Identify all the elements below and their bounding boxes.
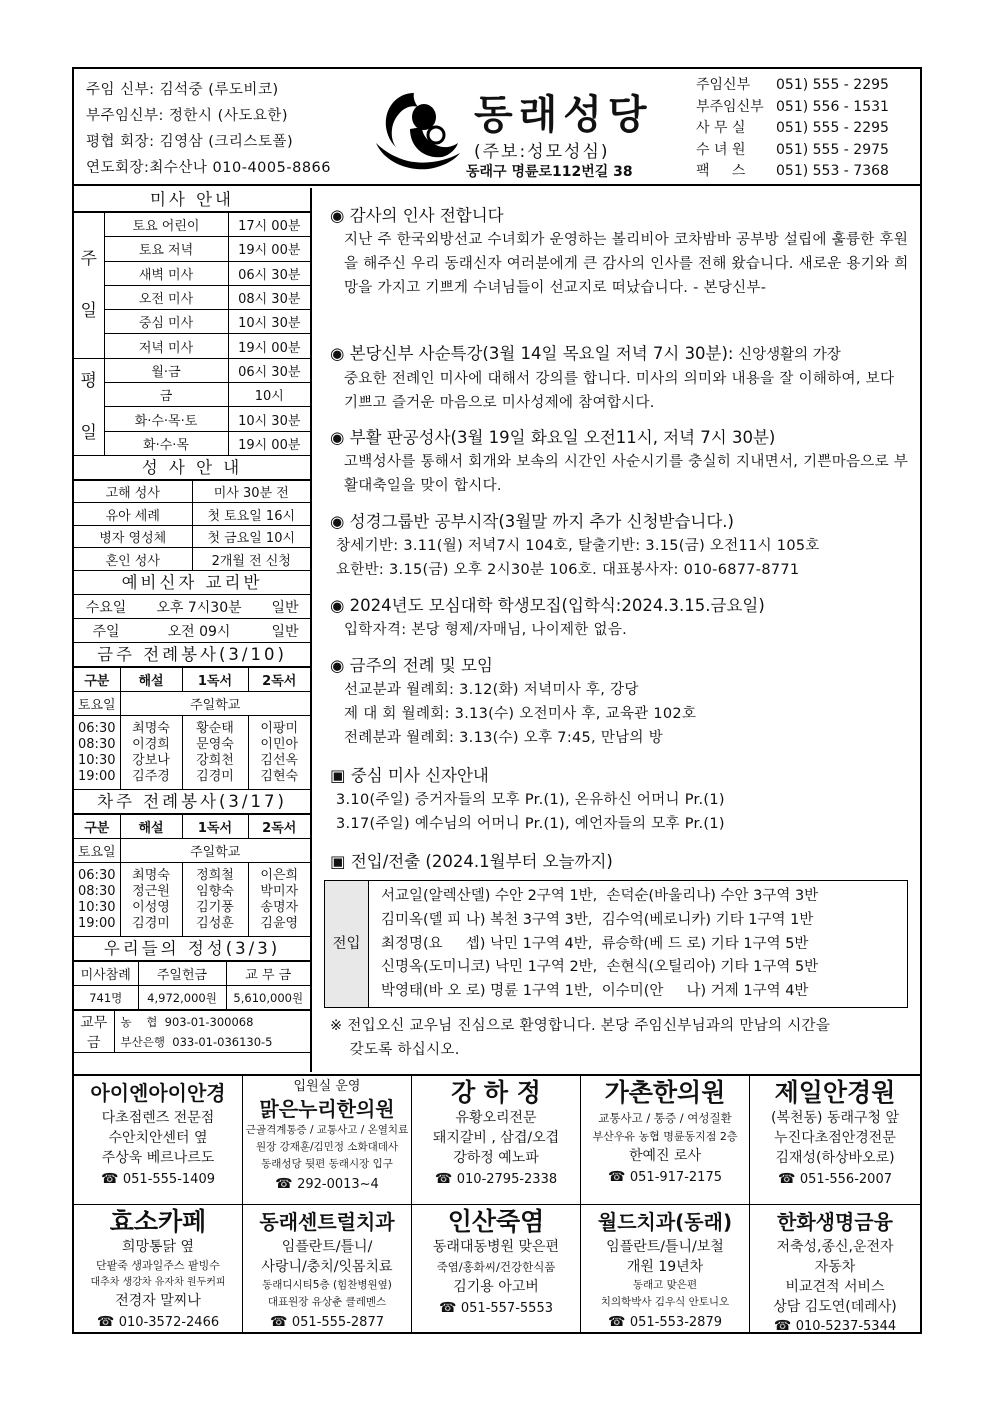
parish-name: 동래성당 xyxy=(474,92,653,138)
service-next-table: 구분 해설 1독서 2독서 토요일 주일학교 06:30 08:30 10:30 19:00 최명숙 정근원 이성영 김경미 정희철 임향숙 김기풍 김성훈 이은희 박미자 송명자 김윤영 xyxy=(74,814,310,937)
service-next-title: 차주 전례봉사(3/17) xyxy=(74,790,310,814)
notice-confession: ◉ 부활 판공성사(3월 19일 화요일 오전11시, 저녁 7시 30분) 고백성사를 통해서 회개와 보속의 시간인 사순시기를 충실히 지내면서, 기쁜마음으로 부활대축일을 맞이 합시다. xyxy=(330,428,909,494)
notice-transfers: ▣ 전입/전출 (2024.1월부터 오늘까지) xyxy=(330,852,613,871)
ad-item: 제일안경원 (복천동) 동래구청 앞 누진다초점안경전문 김재성(하상바오로) ☎ 051-556-2007 xyxy=(750,1076,920,1205)
masthead xyxy=(366,79,696,179)
notice-bible-group: ◉ 성경그룹반 공부시작(3월말 까지 추가 신청받습니다.) 창세기반: 3.11(월) 저녁7시 104호, 탈출기반: 3.15(금) 오전11시 105호 요한반: 3.15(금) 오후 2시30분 106호. 대표봉사자: 010-6877-8771 xyxy=(330,512,820,578)
staff-yeondo: 연도회장:최수산나 010-4005-8866 xyxy=(86,160,331,176)
phone-icon: ☎ xyxy=(773,1318,796,1334)
transfer-list: 서교일(알렉산델) 수안 2구역 1반, 손덕순(바울리나) 수안 3구역 3반 김미옥(델 피 나) 복천 3구역 3반, 김수억(베로니카) 기타 1구역 1반 최정명(요 셉) 낙민 1구역 4반, 류승학(베 드 로) 기타 1구역 5반 신명옥(도미니코) 낙민 1구역 2반, 손현식(오틸리아) 기타 1구역 5반 박영태(바 오 로) 명륜 1구역 1반, 이수미(안 나) 거제 1구역 4반 xyxy=(381,888,819,1000)
contact-list xyxy=(696,75,920,183)
ad-item: 강 하 정 유황오리전문 돼지갈비 , 삼겹/오겹 강하정 예노파 ☎ 010-2795-2338 xyxy=(412,1076,581,1205)
bulletin-frame xyxy=(72,67,922,1334)
phone-icon: ☎ xyxy=(608,1169,630,1185)
service-this-title: 금주 전례봉사(3/10) xyxy=(74,643,310,667)
phone-icon: ☎ xyxy=(608,1314,630,1330)
contact-row: 팩 스 051) 553 - 7368 xyxy=(696,163,889,180)
account-busan: 부산은행 033-01-036130-5 xyxy=(120,1034,273,1049)
sacrament-title: 성 사 안 내 xyxy=(74,456,310,480)
ad-item: 아이엔아이안경 다초점렌즈 전문점 수안치안센터 옆 주상욱 베르나르도 ☎ 051-555-1409 xyxy=(74,1076,243,1205)
transfer-box: 전입 서교일(알렉산델) 수안 2구역 1반, 손덕순(바울리나) 수안 3구역 3반 김미옥(델 피 나) 복천 3구역 3반, 김수억(베로니카) 기타 1구역 1반 최정명(요 셉) 낙민 1구역 4반, 류승학(베 드 로) 기타 1구역 5반 신명옥(도미니코) 낙민 1구역 2반, 손현식(오틸리아) 기타 1구역 5반 박영태(바 오 로) 명륜 1구역 1반, 이수미(안 나) 거제 1구역 4반 xyxy=(324,880,908,1008)
header xyxy=(74,69,920,186)
notice-prayer-groups: ▣ 중심 미사 신자안내 3.10(주일) 증거자들의 모후 Pr.(1), 온유하신 어머니 Pr.(1) 3.17(주일) 예수님의 어머니 Pr.(1), 예언자들의 모후 Pr.(1) xyxy=(330,766,725,832)
service-this-table: 구분 해설 1독서 2독서 토요일 주일학교 06:30 08:30 10:30 19:00 최명숙 이경희 강보나 김주경 황순태 문영숙 강희천 김경미 이팡미 이민아 김선옥 김현숙 xyxy=(74,667,310,790)
sacrament-table: 고해 성사 미사 30분 전 유아 세례 첫 토요일 16시 병자 영성체 첫 금요일 10시 혼인 성사 2개월 전 신청 xyxy=(74,480,310,571)
contact-row: 주임신부 051) 555 - 2295 xyxy=(696,77,889,93)
address: 동래구 명륜로112번길 38 xyxy=(466,164,633,180)
ad-item: 가촌한의원 교통사고 / 통증 / 여성질환 부산우유 농협 명륜동지점 2층 한예진 로사 ☎ 051-917-2175 xyxy=(581,1076,750,1205)
contact-row: 부주임신부 051) 556 - 1531 xyxy=(696,98,889,115)
sunday-label: 주 일 xyxy=(74,213,104,359)
weekday-label: 평 일 xyxy=(74,358,104,455)
account-nh: 농 협 903-01-300068 xyxy=(120,1014,254,1029)
notice-column xyxy=(314,188,920,1072)
notice-meetings: ◉ 금주의 전례 및 모임 선교분과 월례회: 3.12(화) 저녁미사 후, 강당 제 대 회 월례회: 3.13(수) 오전미사 후, 교육관 102호 전례분과 월례회: 3.13(수) 오후 7:45, 만남의 방 xyxy=(330,656,697,746)
phone-icon: ☎ xyxy=(101,1171,123,1187)
notice-mosim: ◉ 2024년도 모심대학 학생모집(입학식:2024.3.15.금요일) 입학자격: 본당 형제/자매님, 나이제한 없음. xyxy=(330,596,765,638)
mary-logo-icon xyxy=(366,87,466,173)
account-table: 교무금 농 협 903-01-300068 부산은행 033-01-036130-5 xyxy=(74,1010,310,1053)
staff-list xyxy=(86,77,376,181)
catechumen-title: 예비신자 교리반 xyxy=(74,571,310,595)
staff-council: 평협 회장: 김영삼 (크리스토폴) xyxy=(86,134,294,150)
ad-item: 한화생명금융 저축성,종신,운전자 자동차 비교견적 서비스 상담 김도연(데레사) ☎ 010-5237-5344 xyxy=(773,1210,897,1334)
contact-row: 사 무 실 051) 555 - 2295 xyxy=(696,120,889,137)
patron: (주보:성모성심) xyxy=(474,142,610,162)
ad-item: 효소카페 희망통닭 옆 단팥죽 생과일주스 팥빙수 대추차 생강차 유자차 원두커피 전경자 말찌나 ☎ 010-3572-2466 xyxy=(74,1205,243,1334)
phone-icon: ☎ xyxy=(96,1314,119,1330)
phone-icon: ☎ xyxy=(778,1171,800,1187)
offering-title: 우리들의 정성(3/3) xyxy=(74,937,310,961)
phone-icon: ☎ xyxy=(439,1300,461,1316)
ad-item: 동래센트럴치과 임플란트/틀니/ 사랑니/충치/잇몸치료 동래디시티5층 (힘찬병원옆) 대표원장 유상춘 클레멘스 ☎ 051-555-2877 xyxy=(243,1205,412,1334)
phone-icon: ☎ xyxy=(270,1314,292,1330)
ad-item: 인산죽염 동래대동병원 맞은편 죽염/홍화씨/건강한식품 김기용 아고버 ☎ 051-557-5553 xyxy=(412,1205,581,1334)
staff-assistant: 부주임신부: 정한시 (사도요한) xyxy=(86,108,289,124)
ad-item: 월드치과(동래) 임플란트/틀니/보철 개원 19년차 동래고 맞은편 치의학박사 김우식 안토니오 ☎ 051-553-2879 xyxy=(581,1205,750,1334)
notice-lent-lecture: ◉ 본당신부 사순특강(3월 14일 목요일 저녁 7시 30분): 신앙생활의 가장 중요한 전례인 미사에 대해서 강의를 합니다. 미사의 의미와 내용을 잘 이해하여, 보다 기쁘고 즐거운 마음으로 미사성제에 참여합시다. xyxy=(330,344,895,411)
mass-table: 주 일 토요 어린이 17시 00분 토요 저녁 19시 00분 새벽 미사 06시 30분 오전 미사 08시 30분 중심 미사 10시 30분 저녁 미사 19시 00분 평 일 월·금 06시 30분 금 10시 화·수·목·토 10시 30분 화·수·목 19시 00분 xyxy=(74,212,310,456)
ad-item: 입원실 운영 맑은누리한의원 근골격계통증 / 교통사고 / 온열치료 원장 강재훈/김민정 소화대데사 동래성당 뒷편 동래시장 입구 ☎ 292-0013~4 xyxy=(243,1076,412,1205)
catechumen-table: 수요일 오후 7시30분 일반 주일 오전 09시 일반 xyxy=(74,595,310,644)
phone-icon: ☎ xyxy=(434,1171,457,1187)
left-column xyxy=(74,188,312,1072)
notice-thanks: ◉ 감사의 인사 전합니다 지난 주 한국외방선교 수녀회가 운영하는 볼리비아 코차밤바 공부방 설립에 훌륭한 후원을 해주신 우리 동래신자 여러분에게 큰 감사의 인사를 전해 왔습니다. 새로운 용기와 희망을 가지고 기쁘게 수녀님들이 선교지로 떠났습니다. - 본당신부- xyxy=(330,206,909,296)
ads-grid xyxy=(74,1074,920,1332)
offering-table: 미사참례 주일헌금 교 무 금 741명 4,972,000원 5,610,000원 xyxy=(74,961,310,1010)
phone-icon: ☎ xyxy=(275,1176,298,1192)
mass-title: 미사 안내 xyxy=(74,188,310,212)
welcome-note: ※ 전입오신 교우님 진심으로 환영합니다. 본당 주임신부님과의 만남의 시간을 갖도록 하십시오. xyxy=(330,1018,831,1058)
staff-pastor: 주임 신부: 김석중 (루도비코) xyxy=(86,82,279,98)
contact-row: 수 녀 원 051) 555 - 2975 xyxy=(696,141,889,158)
